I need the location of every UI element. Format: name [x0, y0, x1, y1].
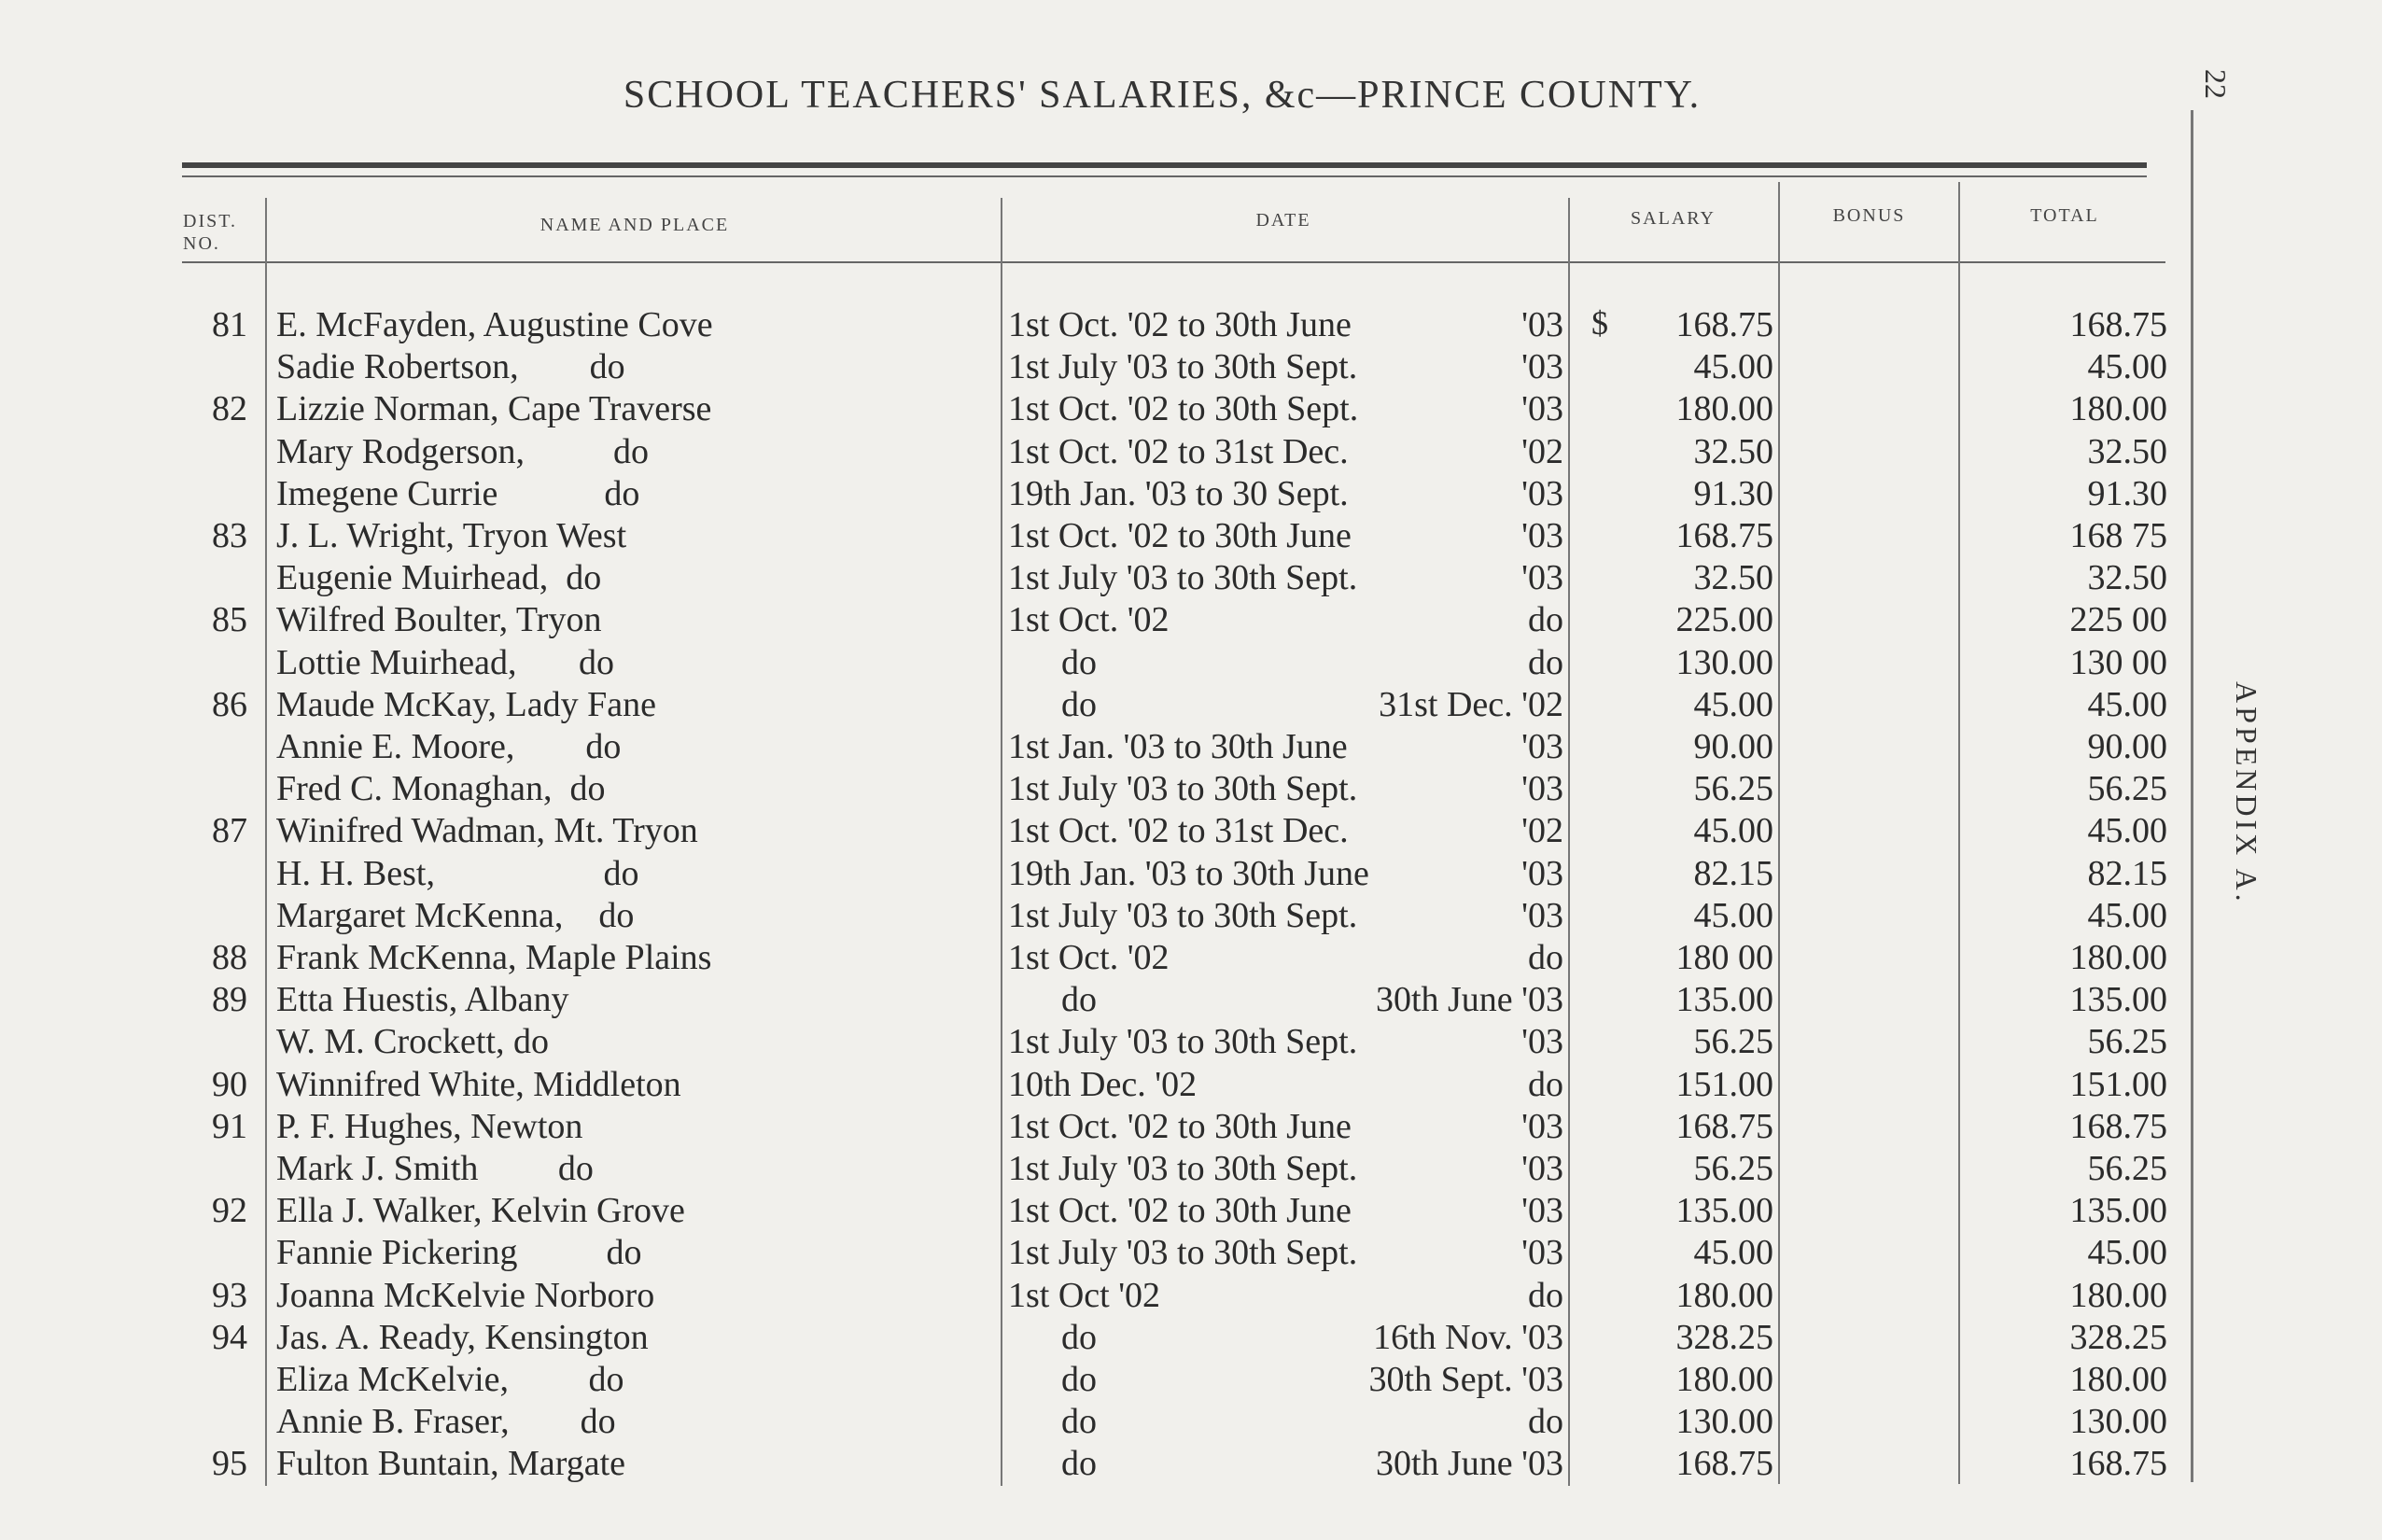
table-row [0, 937, 2382, 979]
salary-cell: 32.50 [1693, 558, 1773, 598]
salary-cell: 56.25 [1693, 1022, 1773, 1062]
date-from: do [1008, 1317, 1097, 1357]
date-from: 1st July '03 to 30th Sept. [1008, 1233, 1358, 1273]
dist-no-cell: 94 [212, 1317, 247, 1357]
table-row [0, 473, 2382, 515]
date-from: do [1008, 980, 1097, 1020]
table-top-rule-thin [182, 175, 2147, 177]
date-to: do [1528, 600, 1563, 640]
name-place-cell: Winnifred White, Middleton [276, 1064, 681, 1104]
date-to: '03 [1521, 769, 1563, 809]
total-cell: 82.15 [2087, 853, 2167, 893]
table-row [0, 1106, 2382, 1148]
salary-cell: 45.00 [1693, 347, 1773, 387]
name-place-cell: Winifred Wadman, Mt. Tryon [276, 811, 698, 851]
date-from: 1st July '03 to 30th Sept. [1008, 347, 1358, 387]
table-row [0, 1401, 2382, 1443]
table-row [0, 1443, 2382, 1485]
header-bottom-rule [182, 261, 2165, 263]
total-cell: 45.00 [2087, 811, 2167, 851]
date-from: 1st Oct. '02 to 30th June [1008, 1191, 1352, 1231]
date-to: '02 [1521, 431, 1563, 471]
date-from: do [1008, 642, 1097, 682]
total-cell: 45.00 [2087, 1233, 2167, 1273]
salary-cell: 32.50 [1693, 431, 1773, 471]
table-row [0, 810, 2382, 852]
name-place-cell: Annie E. Moore, do [276, 727, 622, 766]
total-cell: 90.00 [2087, 727, 2167, 766]
table-row [0, 599, 2382, 641]
table-row [0, 1148, 2382, 1190]
date-to: do [1528, 938, 1563, 977]
currency-symbol: $ [1591, 304, 1608, 342]
name-place-cell: Imegene Currie do [276, 473, 640, 513]
date-to: '03 [1521, 347, 1563, 387]
salary-cell: 168.75 [1675, 1106, 1773, 1146]
name-place-cell: W. M. Crockett, do [276, 1022, 550, 1062]
column-header-bonus: BONUS [1832, 205, 1906, 226]
total-cell: 45.00 [2087, 347, 2167, 387]
date-to: '03 [1521, 1149, 1563, 1188]
table-row [0, 853, 2382, 895]
name-place-cell: Jas. A. Ready, Kensington [276, 1317, 649, 1357]
dist-no-cell: 95 [212, 1444, 247, 1484]
salary-cell: 91.30 [1693, 473, 1773, 513]
date-from: 1st Oct. '02 to 30th June [1008, 305, 1352, 344]
total-cell: 135.00 [2069, 1191, 2167, 1231]
total-cell: 168.75 [2069, 1444, 2167, 1484]
date-to: '03 [1521, 853, 1563, 893]
dist-no-cell: 81 [212, 305, 247, 344]
table-row [0, 1275, 2382, 1317]
total-cell: 130 00 [2069, 642, 2167, 682]
salary-cell: 225.00 [1675, 600, 1773, 640]
name-place-cell: E. McFayden, Augustine Cove [276, 305, 713, 344]
total-cell: 135.00 [2069, 980, 2167, 1020]
date-to: '03 [1521, 1022, 1563, 1062]
total-cell: 168.75 [2069, 1106, 2167, 1146]
salary-cell: 180 00 [1675, 938, 1773, 977]
salary-cell: 45.00 [1693, 895, 1773, 935]
name-place-cell: Annie B. Fraser, do [276, 1402, 616, 1442]
total-cell: 56.25 [2087, 1149, 2167, 1188]
page-title: SCHOOL TEACHERS' SALARIES, &c—PRINCE COUNTY. [623, 74, 1702, 117]
salary-cell: 328.25 [1675, 1317, 1773, 1357]
name-place-cell: Frank McKenna, Maple Plains [276, 938, 712, 977]
table-row [0, 431, 2382, 473]
name-place-cell: Mary Rodgerson, do [276, 431, 649, 471]
date-from: 19th Jan. '03 to 30 Sept. [1008, 473, 1349, 513]
date-from: do [1008, 1360, 1097, 1399]
table-row [0, 1064, 2382, 1106]
total-cell: 180.00 [2069, 1275, 2167, 1315]
date-to: '03 [1521, 305, 1563, 344]
date-to: do [1528, 1402, 1563, 1442]
dist-no-cell: 88 [212, 938, 247, 977]
salary-cell: 151.00 [1675, 1064, 1773, 1104]
table-row [0, 1317, 2382, 1359]
total-cell: 130.00 [2069, 1402, 2167, 1442]
total-cell: 328.25 [2069, 1317, 2167, 1357]
table-row [0, 768, 2382, 810]
date-from: 1st July '03 to 30th Sept. [1008, 769, 1358, 809]
dist-no-cell: 86 [212, 684, 247, 724]
salary-cell: 130.00 [1675, 642, 1773, 682]
salary-cell: 90.00 [1693, 727, 1773, 766]
total-cell: 180.00 [2069, 389, 2167, 429]
table-row [0, 895, 2382, 937]
name-place-cell: P. F. Hughes, Newton [276, 1106, 583, 1146]
total-cell: 91.30 [2087, 473, 2167, 513]
table-row [0, 684, 2382, 726]
name-place-cell: Ella J. Walker, Kelvin Grove [276, 1191, 685, 1231]
date-to: '03 [1521, 558, 1563, 598]
name-place-cell: Margaret McKenna, do [276, 895, 635, 935]
date-to: '02 [1521, 811, 1563, 851]
table-row [0, 388, 2382, 430]
dist-no-cell: 91 [212, 1106, 247, 1146]
dist-no-cell: 93 [212, 1275, 247, 1315]
date-from: 1st Oct. '02 to 30th Sept. [1008, 389, 1359, 429]
date-from: 1st July '03 to 30th Sept. [1008, 558, 1358, 598]
total-cell: 151.00 [2069, 1064, 2167, 1104]
date-to: do [1528, 642, 1563, 682]
column-header-name: NAME AND PLACE [539, 215, 730, 235]
table-row [0, 346, 2382, 388]
total-cell: 168.75 [2069, 305, 2167, 344]
date-to: '03 [1521, 516, 1563, 555]
name-place-cell: Wilfred Boulter, Tryon [276, 600, 602, 640]
date-from: 1st July '03 to 30th Sept. [1008, 1022, 1358, 1062]
salary-cell: 135.00 [1675, 980, 1773, 1020]
date-from: 1st July '03 to 30th Sept. [1008, 1149, 1358, 1188]
salary-cell: 180.00 [1675, 1360, 1773, 1399]
table-row [0, 726, 2382, 768]
name-place-cell: Lottie Muirhead, do [276, 642, 614, 682]
table-row [0, 1232, 2382, 1274]
total-cell: 45.00 [2087, 684, 2167, 724]
date-from: 1st Oct. '02 [1008, 938, 1170, 977]
table-top-rule-thick [182, 162, 2147, 168]
salary-cell: 45.00 [1693, 684, 1773, 724]
total-cell: 168 75 [2069, 516, 2167, 555]
name-place-cell: Eugenie Muirhead, do [276, 558, 602, 598]
name-place-cell: Maude McKay, Lady Fane [276, 684, 656, 724]
table-row [0, 1190, 2382, 1232]
name-place-cell: Joanna McKelvie Norboro [276, 1275, 655, 1315]
total-cell: 225 00 [2069, 600, 2167, 640]
column-header-date: DATE [1255, 210, 1311, 231]
salary-cell: 168.75 [1675, 1444, 1773, 1484]
table-row [0, 515, 2382, 557]
dist-no-cell: 90 [212, 1064, 247, 1104]
date-to: '03 [1521, 1106, 1563, 1146]
total-cell: 32.50 [2087, 431, 2167, 471]
table-row [0, 979, 2382, 1021]
table-row [0, 1359, 2382, 1401]
table-row [0, 557, 2382, 599]
date-to: '03 [1521, 473, 1563, 513]
total-cell: 56.25 [2087, 1022, 2167, 1062]
name-place-cell: J. L. Wright, Tryon West [276, 516, 627, 555]
name-place-cell: Lizzie Norman, Cape Traverse [276, 389, 712, 429]
total-cell: 180.00 [2069, 1360, 2167, 1399]
salary-cell: 168.75 [1675, 516, 1773, 555]
date-to: do [1528, 1275, 1563, 1315]
total-cell: 56.25 [2087, 769, 2167, 809]
column-header-salary: SALARY [1631, 208, 1716, 229]
total-cell: 180.00 [2069, 938, 2167, 977]
page-number: 22 [2199, 69, 2233, 99]
name-place-cell: Mark J. Smith do [276, 1149, 594, 1188]
name-place-cell: H. H. Best, do [276, 853, 639, 893]
total-cell: 45.00 [2087, 895, 2167, 935]
date-from: 1st Oct. '02 to 31st Dec. [1008, 431, 1349, 471]
date-to: '03 [1521, 389, 1563, 429]
salary-cell: 180.00 [1675, 389, 1773, 429]
date-to: 31st Dec. '02 [1379, 684, 1563, 724]
dist-no-cell: 85 [212, 600, 247, 640]
date-from: do [1008, 684, 1097, 724]
salary-cell: 135.00 [1675, 1191, 1773, 1231]
column-header-dist: DIST. NO. [183, 211, 237, 254]
name-place-cell: Etta Huestis, Albany [276, 980, 569, 1020]
date-from: 1st Oct. '02 to 30th June [1008, 516, 1352, 555]
dist-no-cell: 92 [212, 1191, 247, 1231]
dist-no-cell: 87 [212, 811, 247, 851]
date-from: 19th Jan. '03 to 30th June [1008, 853, 1369, 893]
date-to: 30th June '03 [1375, 980, 1563, 1020]
dist-no-cell: 83 [212, 516, 247, 555]
name-place-cell: Eliza McKelvie, do [276, 1360, 624, 1399]
date-to: do [1528, 1064, 1563, 1104]
date-from: 1st Oct. '02 to 30th June [1008, 1106, 1352, 1146]
name-place-cell: Sadie Robertson, do [276, 347, 625, 387]
table-row [0, 642, 2382, 684]
table-row [0, 304, 2382, 346]
date-from: 1st Oct '02 [1008, 1275, 1161, 1315]
table-row [0, 1021, 2382, 1063]
salary-cell: 56.25 [1693, 769, 1773, 809]
date-to: 30th June '03 [1375, 1444, 1563, 1484]
date-from: 1st Oct. '02 [1008, 600, 1170, 640]
date-from: do [1008, 1444, 1097, 1484]
dist-no-cell: 82 [212, 389, 247, 429]
date-from: 1st Oct. '02 to 31st Dec. [1008, 811, 1349, 851]
salary-cell: 56.25 [1693, 1149, 1773, 1188]
date-to: '03 [1521, 1191, 1563, 1231]
date-to: '03 [1521, 1233, 1563, 1273]
salary-cell: 130.00 [1675, 1402, 1773, 1442]
date-from: do [1008, 1402, 1097, 1442]
name-place-cell: Fulton Buntain, Margate [276, 1444, 625, 1484]
dist-no-cell: 89 [212, 980, 247, 1020]
date-to: '03 [1521, 895, 1563, 935]
salary-cell: 168.75 [1675, 305, 1773, 344]
salary-cell: 45.00 [1693, 811, 1773, 851]
date-to: 30th Sept. '03 [1368, 1360, 1563, 1399]
column-header-total: TOTAL [2030, 205, 2099, 226]
date-to: '03 [1521, 727, 1563, 766]
date-from: 10th Dec. '02 [1008, 1064, 1198, 1104]
appendix-label: APPENDIX A. [2230, 681, 2263, 905]
date-to: 16th Nov. '03 [1373, 1317, 1563, 1357]
salary-cell: 82.15 [1693, 853, 1773, 893]
date-from: 1st July '03 to 30th Sept. [1008, 895, 1358, 935]
date-from: 1st Jan. '03 to 30th June [1008, 727, 1348, 766]
salary-cell: 45.00 [1693, 1233, 1773, 1273]
name-place-cell: Fred C. Monaghan, do [276, 769, 606, 809]
salary-cell: 180.00 [1675, 1275, 1773, 1315]
name-place-cell: Fannie Pickering do [276, 1233, 642, 1273]
total-cell: 32.50 [2087, 558, 2167, 598]
